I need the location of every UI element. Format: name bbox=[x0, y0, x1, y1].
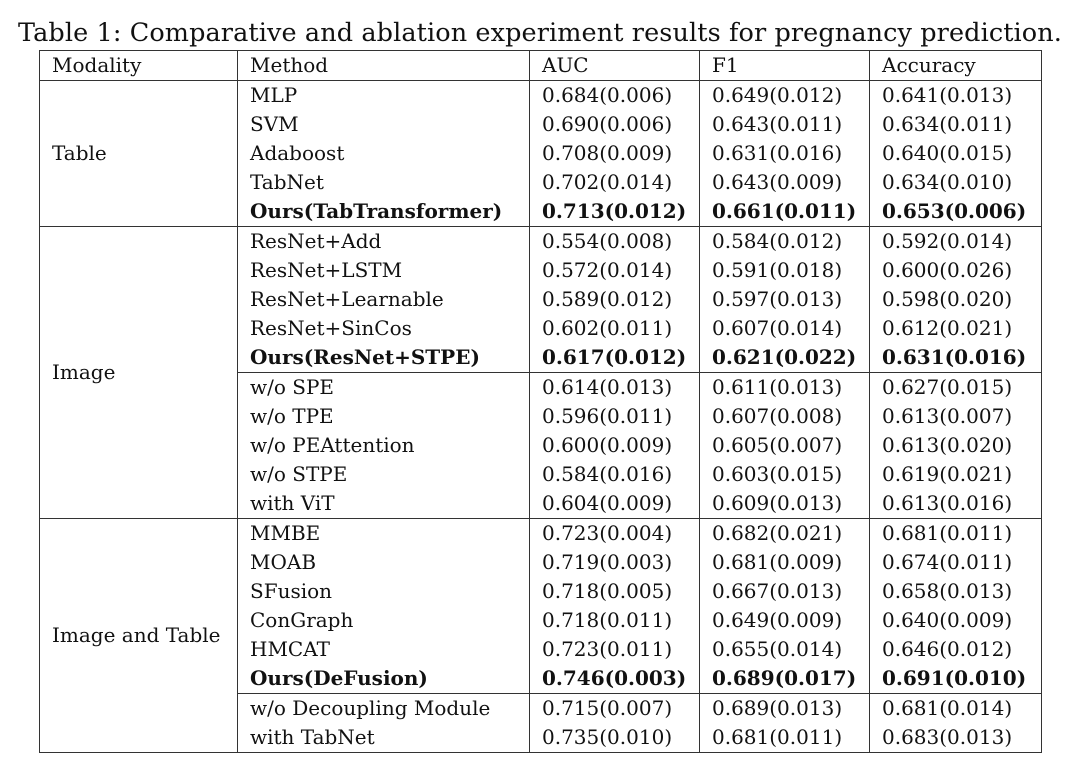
table-row bbox=[40, 227, 1042, 257]
method-cell: HMCAT bbox=[238, 635, 530, 664]
method-cell: with TabNet bbox=[238, 723, 530, 753]
f1-cell: 0.605(0.007) bbox=[700, 431, 870, 460]
auc-cell: 0.713(0.012) bbox=[530, 197, 700, 227]
method-cell: MLP bbox=[238, 81, 530, 111]
auc-cell: 0.584(0.016) bbox=[530, 460, 700, 489]
f1-cell: 0.649(0.009) bbox=[700, 606, 870, 635]
method-cell: Ours(TabTransformer) bbox=[238, 197, 530, 227]
auc-cell: 0.715(0.007) bbox=[530, 694, 700, 724]
method-cell: w/o Decoupling Module bbox=[238, 694, 530, 724]
f1-cell: 0.681(0.009) bbox=[700, 548, 870, 577]
accuracy-cell: 0.640(0.015) bbox=[870, 139, 1042, 168]
accuracy-cell: 0.674(0.011) bbox=[870, 548, 1042, 577]
accuracy-cell: 0.612(0.021) bbox=[870, 314, 1042, 343]
header-accuracy: Accuracy bbox=[870, 51, 1042, 81]
f1-cell: 0.649(0.012) bbox=[700, 81, 870, 111]
method-cell: Ours(DeFusion) bbox=[238, 664, 530, 694]
auc-cell: 0.702(0.014) bbox=[530, 168, 700, 197]
method-cell: w/o TPE bbox=[238, 402, 530, 431]
auc-cell: 0.723(0.011) bbox=[530, 635, 700, 664]
accuracy-cell: 0.631(0.016) bbox=[870, 343, 1042, 373]
auc-cell: 0.554(0.008) bbox=[530, 227, 700, 257]
auc-cell: 0.684(0.006) bbox=[530, 81, 700, 111]
header-method: Method bbox=[238, 51, 530, 81]
accuracy-cell: 0.653(0.006) bbox=[870, 197, 1042, 227]
accuracy-cell: 0.600(0.026) bbox=[870, 256, 1042, 285]
f1-cell: 0.597(0.013) bbox=[700, 285, 870, 314]
accuracy-cell: 0.683(0.013) bbox=[870, 723, 1042, 753]
accuracy-cell: 0.640(0.009) bbox=[870, 606, 1042, 635]
method-cell: ResNet+SinCos bbox=[238, 314, 530, 343]
method-cell: Ours(ResNet+STPE) bbox=[238, 343, 530, 373]
f1-cell: 0.609(0.013) bbox=[700, 489, 870, 519]
table-row bbox=[40, 81, 1042, 111]
auc-cell: 0.604(0.009) bbox=[530, 489, 700, 519]
auc-cell: 0.614(0.013) bbox=[530, 373, 700, 403]
accuracy-cell: 0.613(0.020) bbox=[870, 431, 1042, 460]
method-cell: TabNet bbox=[238, 168, 530, 197]
f1-cell: 0.611(0.013) bbox=[700, 373, 870, 403]
table-header bbox=[40, 51, 1042, 81]
method-cell: ResNet+Add bbox=[238, 227, 530, 257]
auc-cell: 0.708(0.009) bbox=[530, 139, 700, 168]
method-cell: ConGraph bbox=[238, 606, 530, 635]
auc-cell: 0.589(0.012) bbox=[530, 285, 700, 314]
table-row bbox=[40, 519, 1042, 549]
auc-cell: 0.718(0.011) bbox=[530, 606, 700, 635]
method-cell: SVM bbox=[238, 110, 530, 139]
auc-cell: 0.572(0.014) bbox=[530, 256, 700, 285]
accuracy-cell: 0.646(0.012) bbox=[870, 635, 1042, 664]
auc-cell: 0.735(0.010) bbox=[530, 723, 700, 753]
accuracy-cell: 0.658(0.013) bbox=[870, 577, 1042, 606]
accuracy-cell: 0.627(0.015) bbox=[870, 373, 1042, 403]
results-table bbox=[39, 50, 1042, 753]
method-cell: Adaboost bbox=[238, 139, 530, 168]
f1-cell: 0.661(0.011) bbox=[700, 197, 870, 227]
f1-cell: 0.689(0.017) bbox=[700, 664, 870, 694]
f1-cell: 0.603(0.015) bbox=[700, 460, 870, 489]
modality-cell: Image and Table bbox=[40, 519, 238, 753]
auc-cell: 0.617(0.012) bbox=[530, 343, 700, 373]
accuracy-cell: 0.681(0.011) bbox=[870, 519, 1042, 549]
method-cell: w/o SPE bbox=[238, 373, 530, 403]
table-caption: Table 1: Comparative and ablation experiment results for pregnancy prediction. bbox=[18, 18, 1062, 48]
f1-cell: 0.681(0.011) bbox=[700, 723, 870, 753]
auc-cell: 0.746(0.003) bbox=[530, 664, 700, 694]
modality-cell: Table bbox=[40, 81, 238, 227]
method-cell: ResNet+LSTM bbox=[238, 256, 530, 285]
f1-cell: 0.584(0.012) bbox=[700, 227, 870, 257]
table-body bbox=[40, 81, 1042, 753]
f1-cell: 0.643(0.011) bbox=[700, 110, 870, 139]
f1-cell: 0.655(0.014) bbox=[700, 635, 870, 664]
f1-cell: 0.682(0.021) bbox=[700, 519, 870, 549]
modality-cell: Image bbox=[40, 227, 238, 519]
auc-cell: 0.596(0.011) bbox=[530, 402, 700, 431]
accuracy-cell: 0.619(0.021) bbox=[870, 460, 1042, 489]
f1-cell: 0.607(0.014) bbox=[700, 314, 870, 343]
accuracy-cell: 0.634(0.011) bbox=[870, 110, 1042, 139]
auc-cell: 0.602(0.011) bbox=[530, 314, 700, 343]
accuracy-cell: 0.613(0.007) bbox=[870, 402, 1042, 431]
auc-cell: 0.723(0.004) bbox=[530, 519, 700, 549]
header-modality: Modality bbox=[40, 51, 238, 81]
method-cell: SFusion bbox=[238, 577, 530, 606]
header-f1: F1 bbox=[700, 51, 870, 81]
f1-cell: 0.689(0.013) bbox=[700, 694, 870, 724]
auc-cell: 0.690(0.006) bbox=[530, 110, 700, 139]
f1-cell: 0.607(0.008) bbox=[700, 402, 870, 431]
auc-cell: 0.718(0.005) bbox=[530, 577, 700, 606]
method-cell: ResNet+Learnable bbox=[238, 285, 530, 314]
accuracy-cell: 0.592(0.014) bbox=[870, 227, 1042, 257]
method-cell: w/o PEAttention bbox=[238, 431, 530, 460]
auc-cell: 0.600(0.009) bbox=[530, 431, 700, 460]
f1-cell: 0.591(0.018) bbox=[700, 256, 870, 285]
auc-cell: 0.719(0.003) bbox=[530, 548, 700, 577]
header-row bbox=[40, 51, 1042, 81]
accuracy-cell: 0.691(0.010) bbox=[870, 664, 1042, 694]
method-cell: w/o STPE bbox=[238, 460, 530, 489]
header-auc: AUC bbox=[530, 51, 700, 81]
accuracy-cell: 0.681(0.014) bbox=[870, 694, 1042, 724]
method-cell: MMBE bbox=[238, 519, 530, 549]
accuracy-cell: 0.613(0.016) bbox=[870, 489, 1042, 519]
method-cell: with ViT bbox=[238, 489, 530, 519]
accuracy-cell: 0.641(0.013) bbox=[870, 81, 1042, 111]
f1-cell: 0.621(0.022) bbox=[700, 343, 870, 373]
method-cell: MOAB bbox=[238, 548, 530, 577]
f1-cell: 0.631(0.016) bbox=[700, 139, 870, 168]
f1-cell: 0.643(0.009) bbox=[700, 168, 870, 197]
accuracy-cell: 0.598(0.020) bbox=[870, 285, 1042, 314]
accuracy-cell: 0.634(0.010) bbox=[870, 168, 1042, 197]
f1-cell: 0.667(0.013) bbox=[700, 577, 870, 606]
